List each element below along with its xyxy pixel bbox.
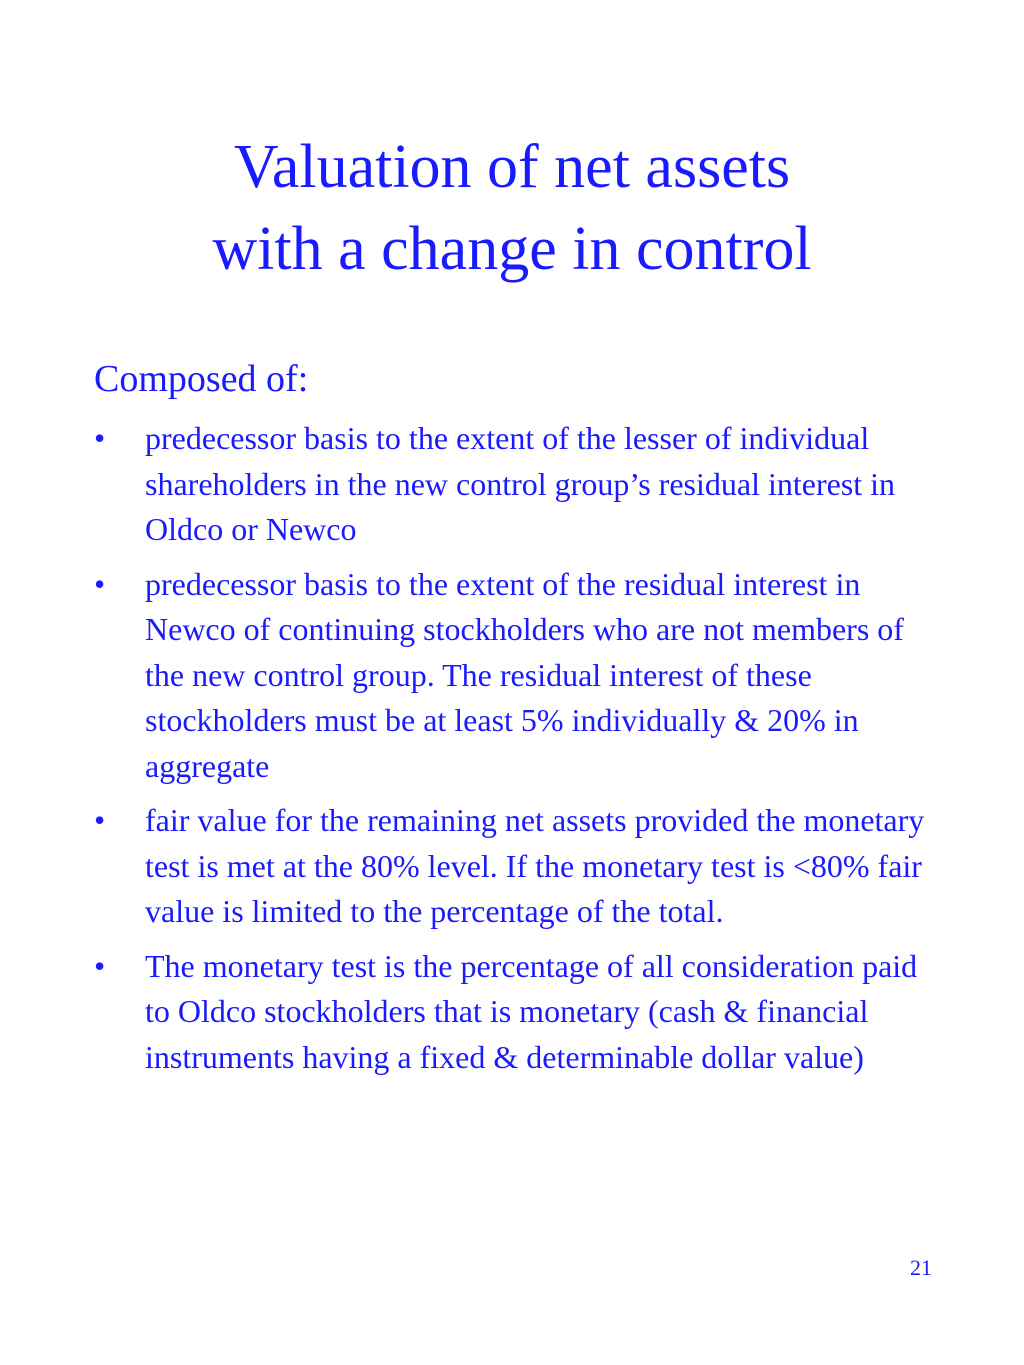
page-number: 21 bbox=[910, 1255, 932, 1280]
bullet-text: predecessor basis to the extent of the lesser of individual shareholders in the new control group’s residual interest in Oldco or Newco bbox=[145, 420, 896, 547]
bullet-text: The monetary test is the percentage of all consideration paid to Oldco stockholders that is monetary (cash & financial instruments having a fixed & determinable dollar value) bbox=[145, 947, 918, 1075]
slide-title bbox=[0, 126, 1024, 290]
bullet-item bbox=[94, 562, 934, 790]
bullet-icon: • bbox=[94, 947, 106, 984]
slide-title-line-2: with a change in control bbox=[212, 215, 812, 283]
bullet-icon: • bbox=[94, 802, 106, 838]
bullet-icon: • bbox=[94, 565, 106, 602]
intro-text: Composed of: bbox=[94, 358, 309, 400]
bullet-text: predecessor basis to the extent of the residual interest in Newco of continuing stockholders who are not members of the new control group. The residual interest of these stockholders must be at least 5% individually & 20% in aggregate bbox=[145, 565, 904, 784]
bullet-icon: • bbox=[94, 420, 106, 456]
bullet-list bbox=[94, 416, 934, 1089]
bullet-text: fair value for the remaining net assets provided the monetary test is met at the 80% level. If the monetary test is <80% fair value is limited to the percentage of the total. bbox=[145, 802, 925, 929]
bullet-item bbox=[94, 416, 934, 553]
bullet-item bbox=[94, 944, 934, 1081]
slide-title-line-1: Valuation of net assets bbox=[233, 133, 791, 201]
bullet-item bbox=[94, 798, 934, 935]
